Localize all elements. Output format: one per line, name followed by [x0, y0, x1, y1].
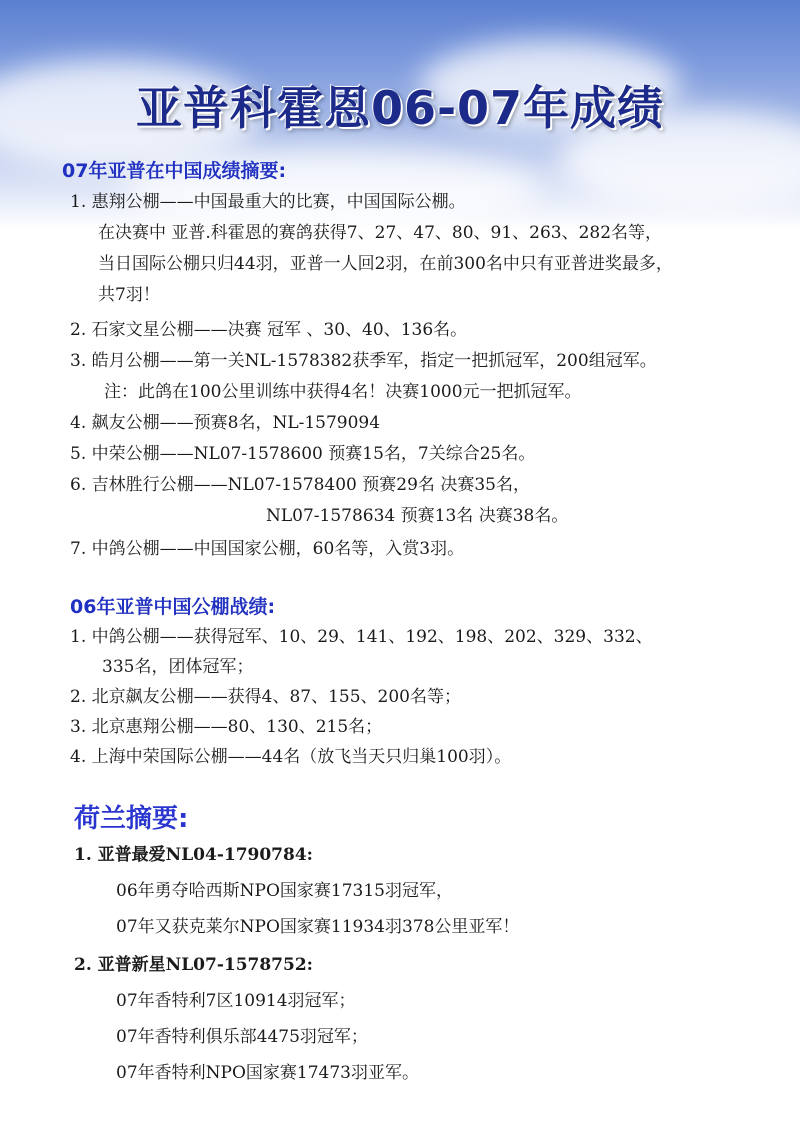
section1-line: 6. 吉林胜行公棚——NL07-1578400 预赛29名 决赛35名， — [70, 475, 530, 495]
section1-line: 当日国际公棚只归44羽，亚普一人回2羽，在前300名中只有亚普进奖最多， — [98, 254, 673, 274]
section1-line: 2. 石家文星公棚——决赛 冠军 、30、40、136名。 — [70, 320, 468, 340]
section1-line: 共7羽！ — [98, 285, 160, 305]
section2-line: 2. 北京飙友公棚——获得4、87、155、200名等； — [70, 687, 461, 707]
section2-line: 3. 北京惠翔公棚——80、130、215名； — [70, 717, 383, 737]
section1-line: 在决赛中 亚普.科霍恩的赛鸽获得7、27、47、80、91、263、282名等， — [98, 223, 663, 243]
section3-line: 06年勇夺哈西斯NPO国家赛17315羽冠军， — [116, 881, 453, 901]
section1-line: 注：此鸽在100公里训练中获得4名！决赛1000元一把抓冠军。 — [104, 382, 582, 402]
section1-line: 4. 飙友公棚——预赛8名，NL-1579094 — [70, 413, 381, 433]
section1-line: NL07-1578634 预赛13名 决赛38名。 — [266, 506, 569, 526]
section2-line: 335名，团体冠军； — [102, 657, 254, 677]
section1-line: 5. 中荣公棚——NL07-1578600 预赛15名，7关综合25名。 — [70, 444, 536, 464]
section1-heading: 07年亚普在中国成绩摘要: — [62, 160, 287, 182]
section1-line: 7. 中鸽公棚——中国国家公棚，60名等，入赏3羽。 — [70, 539, 465, 559]
section3-line: 07年香特利NPO国家赛17473羽亚军。 — [116, 1063, 419, 1083]
section2-line: 4. 上海中荣国际公棚——44名（放飞当天只归巢100羽）。 — [70, 747, 512, 767]
section3-line: 2. 亚普新星NL07-1578752: — [74, 955, 313, 975]
section2-heading: 06年亚普中国公棚战绩: — [70, 596, 276, 618]
section3-line: 07年又获克莱尔NPO国家赛11934羽378公里亚军！ — [116, 917, 520, 937]
section3-heading: 荷兰摘要: — [74, 804, 189, 834]
section1-line: 1. 惠翔公棚——中国最重大的比赛，中国国际公棚。 — [70, 192, 466, 212]
section3-line: 1. 亚普最爱NL04-1790784: — [74, 845, 313, 865]
section3-line: 07年香特利俱乐部4475羽冠军； — [116, 1027, 368, 1047]
section2-line: 1. 中鸽公棚——获得冠军、10、29、141、192、198、202、329、332、 — [70, 627, 653, 647]
section3-line: 07年香特利7区10914羽冠军； — [116, 991, 356, 1011]
section1-line: 3. 皓月公棚——第一关NL-1578382获季军，指定一把抓冠军，200组冠军。 — [70, 351, 657, 371]
page-title: 亚普科霍恩06-07年成绩 — [135, 81, 665, 135]
